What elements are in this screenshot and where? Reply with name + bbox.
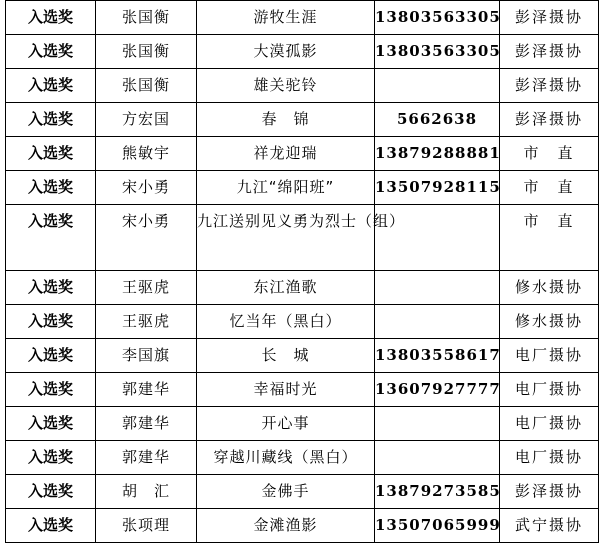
award-cell: 入选奖 (6, 1, 96, 35)
phone-cell (375, 407, 500, 441)
unit-cell: 电厂摄协 (500, 373, 599, 407)
author-cell: 郭建华 (96, 407, 197, 441)
unit-cell: 彭泽摄协 (500, 103, 599, 137)
unit-cell: 市 直 (500, 205, 599, 271)
phone-cell: 13803558617 (375, 339, 500, 373)
table-row (6, 1, 599, 35)
phone-cell (375, 441, 500, 475)
award-cell: 入选奖 (6, 137, 96, 171)
author-cell: 李国旗 (96, 339, 197, 373)
award-cell: 入选奖 (6, 305, 96, 339)
table-row (6, 373, 599, 407)
unit-cell: 彭泽摄协 (500, 35, 599, 69)
phone-cell (375, 305, 500, 339)
unit-cell: 修水摄协 (500, 271, 599, 305)
phone-cell: 13803563305 (375, 1, 500, 35)
author-cell: 宋小勇 (96, 171, 197, 205)
table-row (6, 441, 599, 475)
author-cell: 方宏国 (96, 103, 197, 137)
work-title-cell: 幸福时光 (197, 373, 375, 407)
award-cell: 入选奖 (6, 407, 96, 441)
work-title-cell: 开心事 (197, 407, 375, 441)
phone-cell: 13803563305 (375, 35, 500, 69)
author-cell: 张国衡 (96, 69, 197, 103)
author-cell: 郭建华 (96, 441, 197, 475)
award-cell: 入选奖 (6, 339, 96, 373)
phone-cell (375, 69, 500, 103)
phone-cell: 13507065999 (375, 509, 500, 543)
award-cell: 入选奖 (6, 475, 96, 509)
unit-cell: 市 直 (500, 137, 599, 171)
unit-cell: 市 直 (500, 171, 599, 205)
work-title-cell: 雄关驼铃 (197, 69, 375, 103)
work-title-cell: 金滩渔影 (197, 509, 375, 543)
table-row (6, 271, 599, 305)
author-cell: 王驱虎 (96, 305, 197, 339)
work-title-cell: 九江送别见义勇为烈士（组） (197, 205, 375, 271)
unit-cell: 修水摄协 (500, 305, 599, 339)
award-cell: 入选奖 (6, 171, 96, 205)
award-list-table (5, 0, 599, 543)
author-cell: 宋小勇 (96, 205, 197, 271)
author-cell: 张项理 (96, 509, 197, 543)
award-cell: 入选奖 (6, 373, 96, 407)
work-title-cell: 长 城 (197, 339, 375, 373)
award-cell: 入选奖 (6, 509, 96, 543)
table-row (6, 137, 599, 171)
table-row (6, 407, 599, 441)
work-title-cell: 祥龙迎瑞 (197, 137, 375, 171)
table-row (6, 69, 599, 103)
phone-cell: 13879273585 (375, 475, 500, 509)
unit-cell: 彭泽摄协 (500, 475, 599, 509)
table-row (6, 35, 599, 69)
table-row (6, 205, 599, 271)
phone-cell (375, 271, 500, 305)
table-row (6, 171, 599, 205)
table-row (6, 339, 599, 373)
award-cell: 入选奖 (6, 441, 96, 475)
phone-cell: 13507928115 (375, 171, 500, 205)
award-cell: 入选奖 (6, 205, 96, 271)
author-cell: 张国衡 (96, 35, 197, 69)
award-cell: 入选奖 (6, 35, 96, 69)
work-title-cell: 大漠孤影 (197, 35, 375, 69)
work-title-cell: 东江渔歌 (197, 271, 375, 305)
award-cell: 入选奖 (6, 69, 96, 103)
work-title-cell: 金佛手 (197, 475, 375, 509)
work-title-cell: 春 锦 (197, 103, 375, 137)
award-cell: 入选奖 (6, 271, 96, 305)
author-cell: 熊敏宇 (96, 137, 197, 171)
table-row (6, 103, 599, 137)
phone-cell: 5662638 (375, 103, 500, 137)
author-cell: 张国衡 (96, 1, 197, 35)
unit-cell: 彭泽摄协 (500, 69, 599, 103)
table-row (6, 475, 599, 509)
work-title-cell: 穿越川藏线（黑白） (197, 441, 375, 475)
phone-cell: 13879288881 (375, 137, 500, 171)
work-title-cell: 忆当年（黑白） (197, 305, 375, 339)
unit-cell: 电厂摄协 (500, 407, 599, 441)
author-cell: 郭建华 (96, 373, 197, 407)
table-row (6, 305, 599, 339)
award-cell: 入选奖 (6, 103, 96, 137)
unit-cell: 电厂摄协 (500, 441, 599, 475)
work-title-cell: 游牧生涯 (197, 1, 375, 35)
author-cell: 王驱虎 (96, 271, 197, 305)
unit-cell: 彭泽摄协 (500, 1, 599, 35)
author-cell: 胡 汇 (96, 475, 197, 509)
work-title-cell: 九江“绵阳班” (197, 171, 375, 205)
phone-cell: 13607927777 (375, 373, 500, 407)
unit-cell: 武宁摄协 (500, 509, 599, 543)
unit-cell: 电厂摄协 (500, 339, 599, 373)
table-row (6, 509, 599, 543)
